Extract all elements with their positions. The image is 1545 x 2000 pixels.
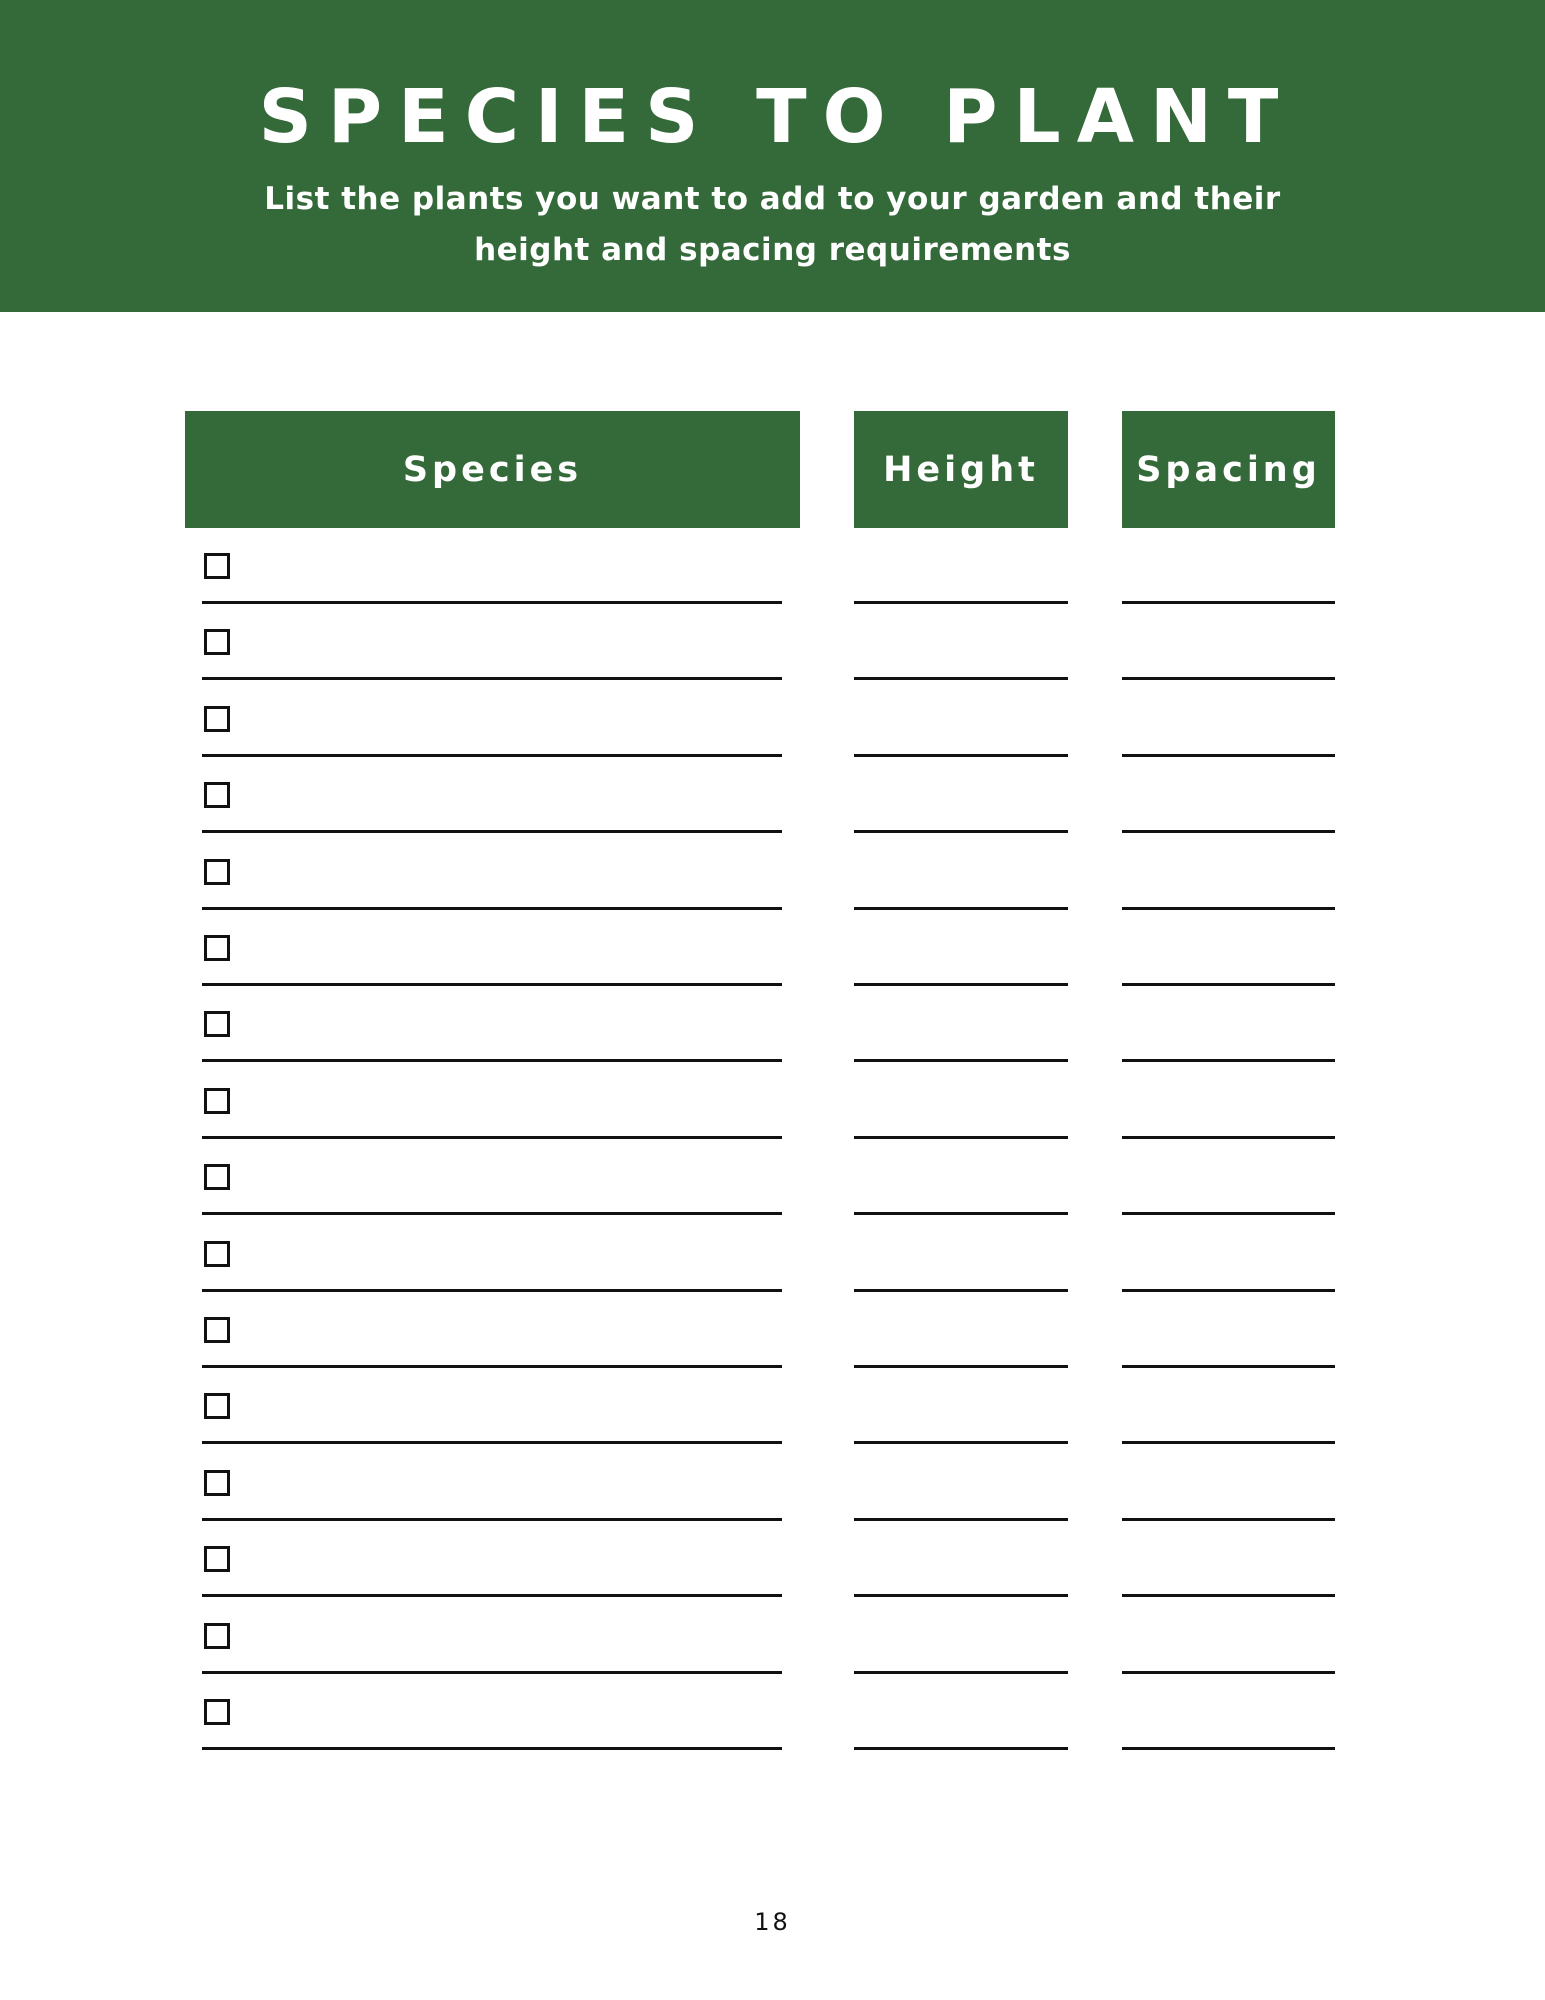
species-entry-line[interactable] [202,1518,782,1521]
species-entry-line[interactable] [202,1594,782,1597]
species-checkbox[interactable] [204,629,230,655]
species-checkbox[interactable] [204,553,230,579]
height-entry-line[interactable] [854,983,1068,986]
species-entry-line[interactable] [202,601,782,604]
height-entry-line[interactable] [854,601,1068,604]
species-checkbox[interactable] [204,782,230,808]
species-checkbox[interactable] [204,1241,230,1267]
height-entry-line[interactable] [854,1059,1068,1062]
height-entry-line[interactable] [854,1441,1068,1444]
species-checkbox[interactable] [204,706,230,732]
height-entry-line[interactable] [854,1136,1068,1139]
spacing-entry-line[interactable] [1122,601,1335,604]
height-entry-line[interactable] [854,1289,1068,1292]
page-number: 18 [754,1908,791,1936]
species-checkbox[interactable] [204,1470,230,1496]
species-checkbox[interactable] [204,1164,230,1190]
height-entry-line[interactable] [854,754,1068,757]
spacing-entry-line[interactable] [1122,1289,1335,1292]
species-entry-line[interactable] [202,830,782,833]
page-title: SPECIES TO PLANT [258,74,1295,160]
species-entry-line[interactable] [202,1441,782,1444]
height-entry-line[interactable] [854,1365,1068,1368]
height-entry-line[interactable] [854,1671,1068,1674]
species-entry-line[interactable] [202,754,782,757]
species-checkbox[interactable] [204,1393,230,1419]
column-header-species: Species [185,411,800,528]
species-entry-line[interactable] [202,1289,782,1292]
height-entry-line[interactable] [854,1594,1068,1597]
species-entry-line[interactable] [202,677,782,680]
species-entry-line[interactable] [202,1212,782,1215]
species-entry-line[interactable] [202,1747,782,1750]
species-entry-line[interactable] [202,907,782,910]
height-entry-line[interactable] [854,1212,1068,1215]
spacing-entry-line[interactable] [1122,830,1335,833]
height-entry-line[interactable] [854,677,1068,680]
spacing-entry-line[interactable] [1122,754,1335,757]
species-checkbox[interactable] [204,1088,230,1114]
species-entry-line[interactable] [202,1059,782,1062]
species-entry-line[interactable] [202,983,782,986]
species-entry-line[interactable] [202,1365,782,1368]
species-entry-line[interactable] [202,1136,782,1139]
column-header-spacing: Spacing [1122,411,1335,528]
species-checkbox[interactable] [204,1623,230,1649]
species-entry-line[interactable] [202,1671,782,1674]
spacing-entry-line[interactable] [1122,983,1335,986]
spacing-entry-line[interactable] [1122,1365,1335,1368]
species-checkbox[interactable] [204,1546,230,1572]
species-checkbox[interactable] [204,1317,230,1343]
height-entry-line[interactable] [854,830,1068,833]
height-entry-line[interactable] [854,1518,1068,1521]
spacing-entry-line[interactable] [1122,677,1335,680]
spacing-entry-line[interactable] [1122,1059,1335,1062]
column-header-height: Height [854,411,1068,528]
header-banner [0,0,1545,312]
height-entry-line[interactable] [854,1747,1068,1750]
spacing-entry-line[interactable] [1122,1518,1335,1521]
spacing-entry-line[interactable] [1122,1136,1335,1139]
species-checkbox[interactable] [204,1699,230,1725]
species-checkbox[interactable] [204,935,230,961]
spacing-entry-line[interactable] [1122,1212,1335,1215]
spacing-entry-line[interactable] [1122,1671,1335,1674]
spacing-entry-line[interactable] [1122,1747,1335,1750]
species-checkbox[interactable] [204,1011,230,1037]
spacing-entry-line[interactable] [1122,1441,1335,1444]
spacing-entry-line[interactable] [1122,907,1335,910]
page-subtitle: List the plants you want to add to your garden and their height and spacing requirements [264,181,1281,268]
spacing-entry-line[interactable] [1122,1594,1335,1597]
height-entry-line[interactable] [854,907,1068,910]
species-checkbox[interactable] [204,859,230,885]
